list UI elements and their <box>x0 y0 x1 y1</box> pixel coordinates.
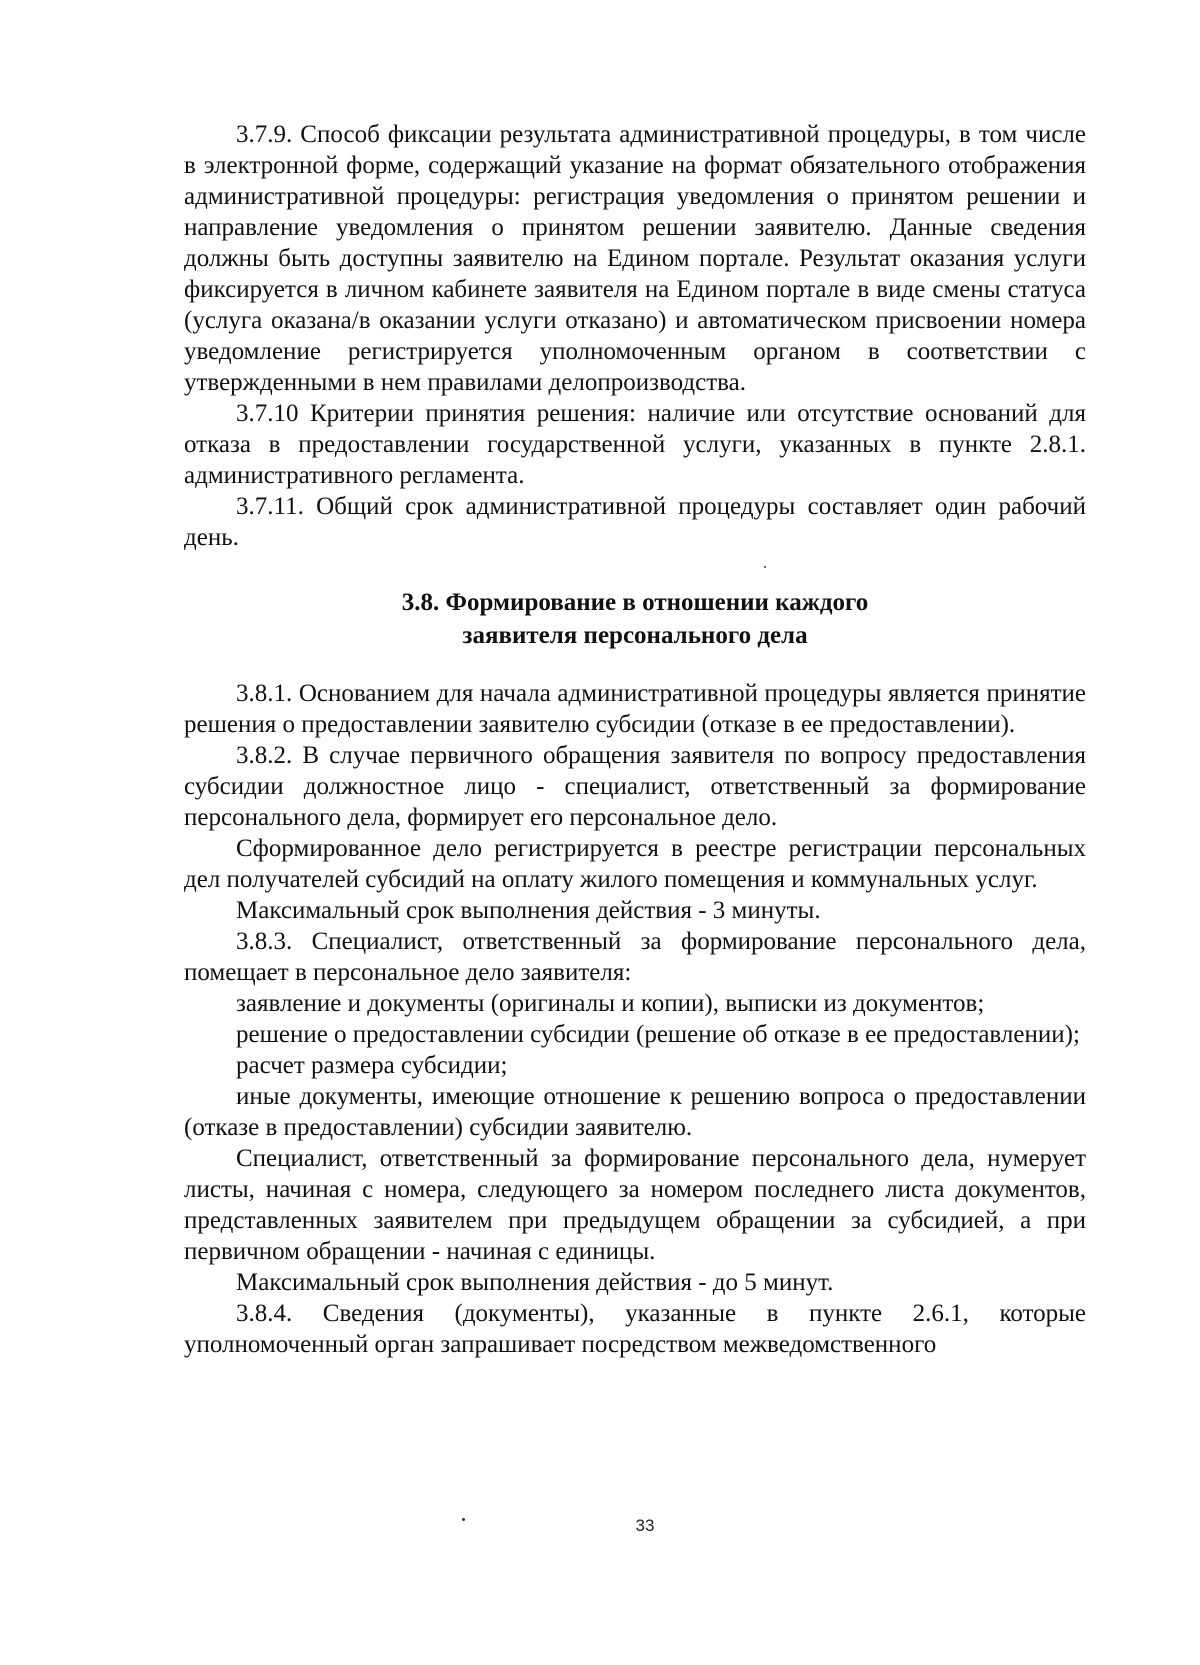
paragraph-3-8-1: 3.8.1. Основанием для начала административной процедуры является принятие решения о предоставлении заявителю субсидии (отказе в ее предоставлении). <box>184 680 1086 738</box>
paragraph-time-limit-1: Максимальный срок выполнения действия - 3 минуты. <box>236 897 821 924</box>
section-heading-line-2: заявителя персонального дела <box>462 622 808 649</box>
paragraph-3-8-2: 3.8.2. В случае первичного обращения заявителя по вопросу предоставления субсидии должностное лицо - специалист, ответственный за формирование персонального дела, формирует его персональное дело. <box>184 742 1086 831</box>
section-3-8-heading <box>184 586 1086 652</box>
section-3-8-body <box>184 678 1086 1360</box>
page-number: 33 <box>635 1516 655 1535</box>
paragraph-registry: Сформированное дело регистрируется в реестре регистрации персональных дел получателей субсидий на оплату жилого помещения и коммунальных услуг. <box>184 835 1086 893</box>
paragraph-numbering: Специалист, ответственный за формирование персонального дела, нумерует листы, начиная с номера, следующего за номером последнего листа документов, представленных заявителем при предыдущем обращении за субсидией, а при первичном обращении - начиная с единицы. <box>184 1145 1086 1265</box>
paragraph-3-8-4: 3.8.4. Сведения (документы), указанные в пункте 2.6.1, которые уполномоченный орган запрашивает посредством межведомственного <box>184 1300 1086 1358</box>
paragraph-3-7-11: 3.7.11. Общий срок административной процедуры составляет один рабочий день. <box>184 493 1086 551</box>
section-3-7-body <box>184 119 1086 553</box>
scan-speck <box>764 566 766 568</box>
paragraph-3-7-10: 3.7.10 Критерии принятия решения: наличие или отсутствие оснований для отказа в предоставлении государственной услуги, указанных в пункте 2.8.1. административного регламента. <box>184 400 1086 489</box>
list-item-other-documents: иные документы, имеющие отношение к решению вопроса о предоставлении (отказе в предоставлении) субсидии заявителю. <box>184 1083 1086 1141</box>
list-item-decision: решение о предоставлении субсидии (решение об отказе в ее предоставлении); <box>236 1021 1080 1048</box>
paragraph-3-7-9: 3.7.9. Способ фиксации результата административной процедуры, в том числе в электронной форме, содержащий указание на формат обязательного отображения административной процедуры: регистрация уведомления о принятом решении и направление уведомления о принятом решении заявителю. Данные сведения должны быть доступны заявителю на Едином портале. Результат оказания услуги фиксируется в личном кабинете заявителя на Едином портале в виде смены статуса (услуга оказана/в оказании услуги отказано) и автоматическом присвоении номера уведомление регистрируется уполномоченным органом в соответствии с утвержденными в нем правилами делопроизводства. <box>184 121 1086 396</box>
paragraph-3-8-3: 3.8.3. Специалист, ответственный за формирование персонального дела, помещает в персональное дело заявителя: <box>184 928 1086 986</box>
section-heading-line-1: 3.8. Формирование в отношении каждого <box>401 589 869 616</box>
list-item-application: заявление и документы (оригиналы и копии), выписки из документов; <box>236 990 985 1017</box>
list-item-calculation: расчет размера субсидии; <box>236 1052 508 1079</box>
paragraph-time-limit-2: Максимальный срок выполнения действия - до 5 минут. <box>236 1269 834 1296</box>
